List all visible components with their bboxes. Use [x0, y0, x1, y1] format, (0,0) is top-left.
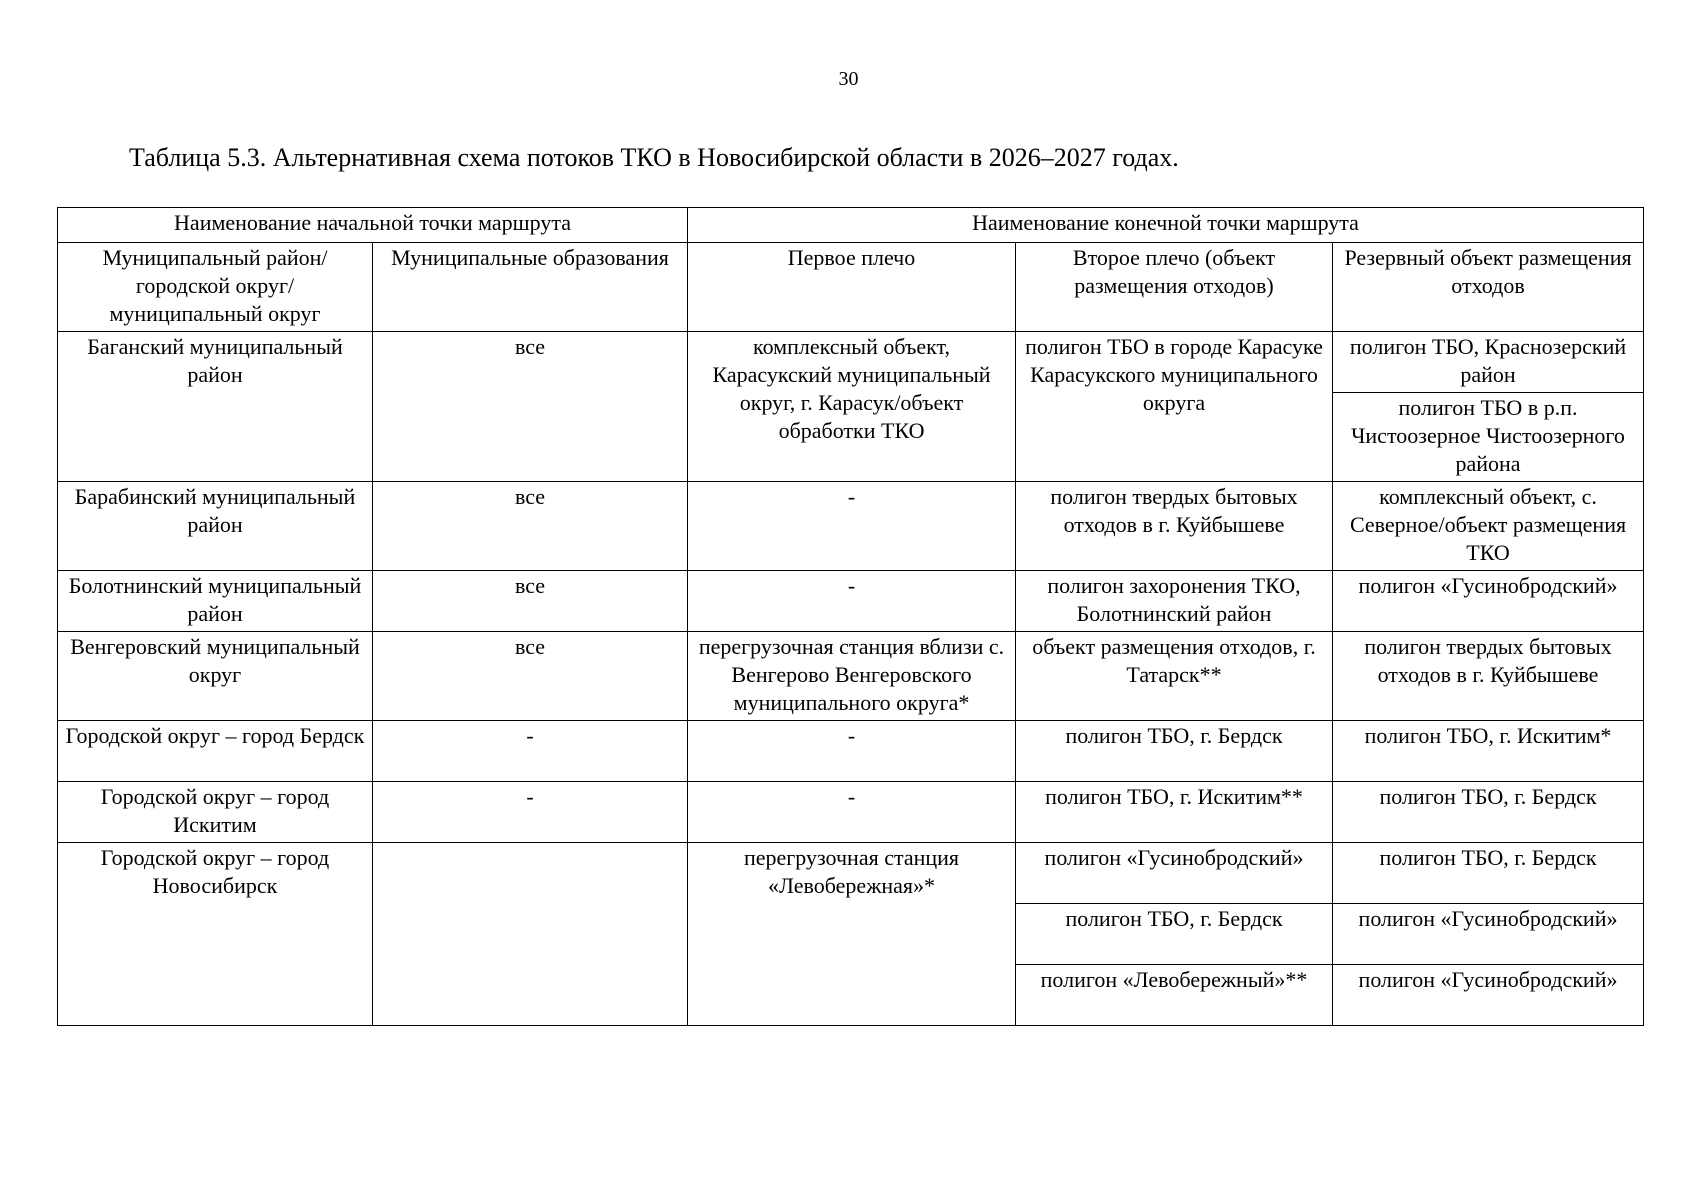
- cell-municipalities: все: [373, 571, 688, 632]
- header-second-leg: Второе плечо (объект размещения отходов): [1016, 243, 1333, 332]
- cell-first-leg: -: [688, 782, 1016, 843]
- table-row: [58, 632, 1644, 721]
- header-row-groups: [58, 208, 1644, 243]
- cell-reserve: полигон ТБО, г. Искитим*: [1333, 721, 1644, 782]
- cell-district: Городской округ – город Искитим: [58, 782, 373, 843]
- header-reserve: Резервный объект размещения отходов: [1333, 243, 1644, 332]
- cell-reserve: полигон ТБО в р.п. Чистоозерное Чистоозерного района: [1333, 393, 1644, 482]
- cell-district: Болотнинский муниципальный район: [58, 571, 373, 632]
- cell-first-leg: -: [688, 721, 1016, 782]
- cell-first-leg: перегрузочная станция вблизи с. Венгерово Венгеровского муниципального округа*: [688, 632, 1016, 721]
- cell-municipalities: [373, 843, 688, 1026]
- cell-reserve: полигон ТБО, г. Бердск: [1333, 782, 1644, 843]
- cell-reserve: полигон ТБО, Краснозерский район: [1333, 332, 1644, 393]
- cell-district: Городской округ – город Новосибирск: [58, 843, 373, 1026]
- header-first-leg: Первое плечо: [688, 243, 1016, 332]
- header-end-point: Наименование конечной точки маршрута: [688, 208, 1644, 243]
- cell-first-leg: перегрузочная станция «Левобережная»*: [688, 843, 1016, 1026]
- header-row-columns: [58, 243, 1644, 332]
- cell-second-leg: полигон «Левобережный»**: [1016, 965, 1333, 1026]
- cell-reserve: полигон «Гусинобродский»: [1333, 904, 1644, 965]
- table-row: [58, 782, 1644, 843]
- cell-first-leg: комплексный объект, Карасукский муниципальный округ, г. Карасук/объект обработки ТКО: [688, 332, 1016, 482]
- cell-municipalities: все: [373, 482, 688, 571]
- cell-second-leg: полигон захоронения ТКО, Болотнинский район: [1016, 571, 1333, 632]
- cell-second-leg: полигон ТБО, г. Бердск: [1016, 904, 1333, 965]
- table-row: [58, 332, 1644, 393]
- cell-reserve: полигон твердых бытовых отходов в г. Куйбышеве: [1333, 632, 1644, 721]
- cell-municipalities: -: [373, 782, 688, 843]
- cell-district: Венгеровский муниципальный округ: [58, 632, 373, 721]
- cell-reserve: полигон ТБО, г. Бердск: [1333, 843, 1644, 904]
- table-row: [58, 571, 1644, 632]
- page-number: 30: [838, 68, 859, 90]
- cell-second-leg: полигон ТБО, г. Бердск: [1016, 721, 1333, 782]
- cell-second-leg: полигон ТБО в городе Карасуке Карасукского муниципального округа: [1016, 332, 1333, 482]
- header-start-point: Наименование начальной точки маршрута: [58, 208, 688, 243]
- cell-reserve: комплексный объект, с. Северное/объект размещения ТКО: [1333, 482, 1644, 571]
- cell-reserve: полигон «Гусинобродский»: [1333, 965, 1644, 1026]
- header-municipalities: Муниципальные образования: [373, 243, 688, 332]
- cell-district: Барабинский муниципальный район: [58, 482, 373, 571]
- cell-municipalities: все: [373, 332, 688, 482]
- cell-second-leg: полигон ТБО, г. Искитим**: [1016, 782, 1333, 843]
- cell-district: Баганский муниципальный район: [58, 332, 373, 482]
- cell-first-leg: -: [688, 571, 1016, 632]
- cell-municipalities: -: [373, 721, 688, 782]
- cell-second-leg: полигон «Гусинобродский»: [1016, 843, 1333, 904]
- cell-district: Городской округ – город Бердск: [58, 721, 373, 782]
- cell-municipalities: все: [373, 632, 688, 721]
- table-row: [58, 482, 1644, 571]
- header-district: Муниципальный район/ городской округ/ муниципальный округ: [58, 243, 373, 332]
- table-caption: Таблица 5.3. Альтернативная схема потоков ТКО в Новосибирской области в 2026–2027 годах.: [129, 143, 1179, 172]
- table-row: [58, 721, 1644, 782]
- cell-second-leg: полигон твердых бытовых отходов в г. Куйбышеве: [1016, 482, 1333, 571]
- cell-reserve: полигон «Гусинобродский»: [1333, 571, 1644, 632]
- table-row: [58, 843, 1644, 904]
- cell-second-leg: объект размещения отходов, г. Татарск**: [1016, 632, 1333, 721]
- routes-table: [57, 207, 1644, 1026]
- cell-first-leg: -: [688, 482, 1016, 571]
